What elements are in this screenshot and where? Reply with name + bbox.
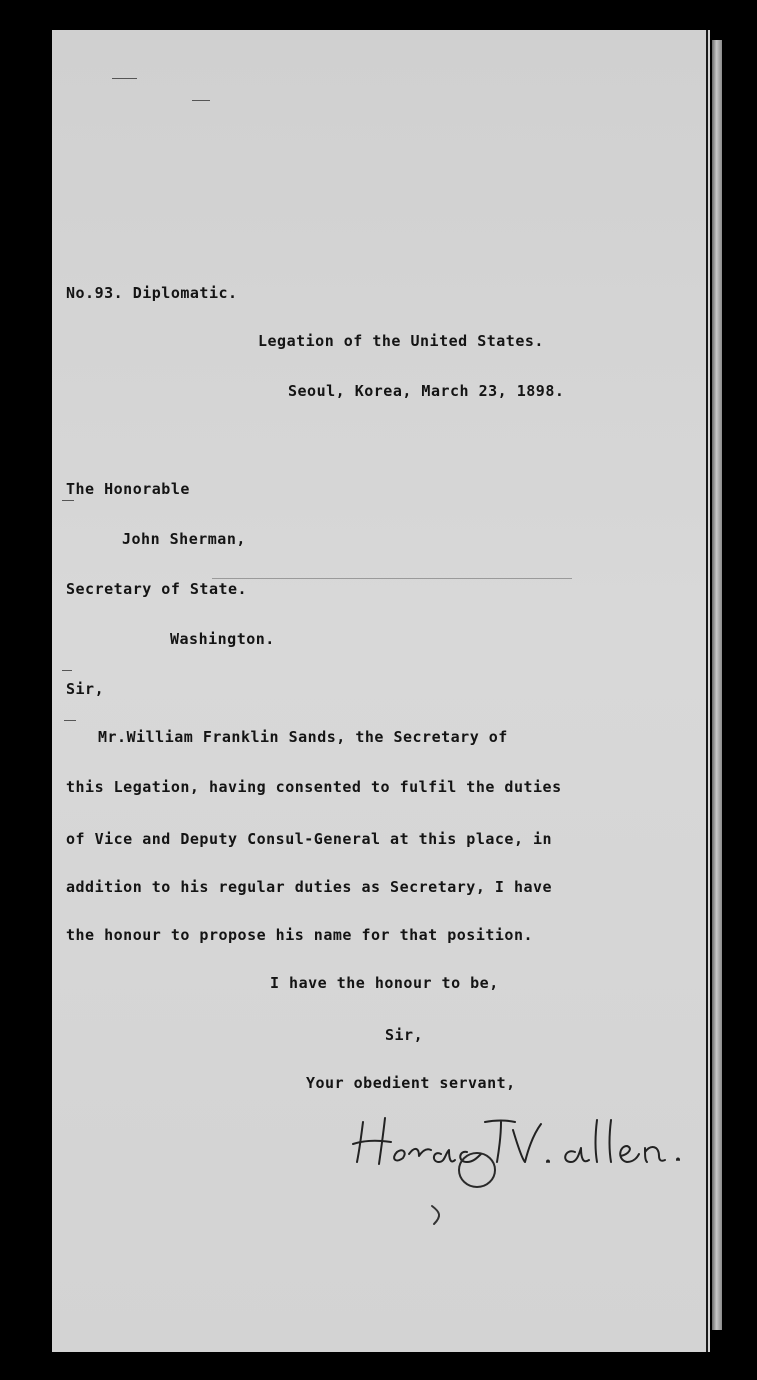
pencil-tick-mark xyxy=(428,1200,448,1230)
closing-line-2: Sir, xyxy=(385,1026,424,1044)
legation-heading: Legation of the United States. xyxy=(258,332,544,350)
place-date: Seoul, Korea, March 23, 1898. xyxy=(288,382,565,400)
addressee-name: John Sherman, xyxy=(122,530,246,548)
body-line-5: the honour to propose his name for that position. xyxy=(66,926,534,944)
circular-seal-mark xyxy=(455,1148,499,1192)
salutation: Sir, xyxy=(66,680,105,698)
dispatch-number: No.93. Diplomatic. xyxy=(66,284,238,302)
body-line-1: Mr.William Franklin Sands, the Secretary of xyxy=(98,728,508,746)
body-line-3: of Vice and Deputy Consul-General at this place, in xyxy=(66,830,553,848)
page-edge xyxy=(712,40,722,1330)
body-line-4: addition to his regular duties as Secretary, I have xyxy=(66,878,553,896)
addressee-title: The Honorable xyxy=(66,480,190,498)
closing-line-3: Your obedient servant, xyxy=(306,1074,516,1092)
addressee-office: Secretary of State. xyxy=(66,580,248,598)
page-edge-line xyxy=(706,30,708,1352)
handwritten-signature xyxy=(345,1100,705,1180)
body-line-2: this Legation, having consented to fulfil the duties xyxy=(66,778,562,796)
addressee-city: Washington. xyxy=(170,630,275,648)
closing-line-1: I have the honour to be, xyxy=(270,974,499,992)
